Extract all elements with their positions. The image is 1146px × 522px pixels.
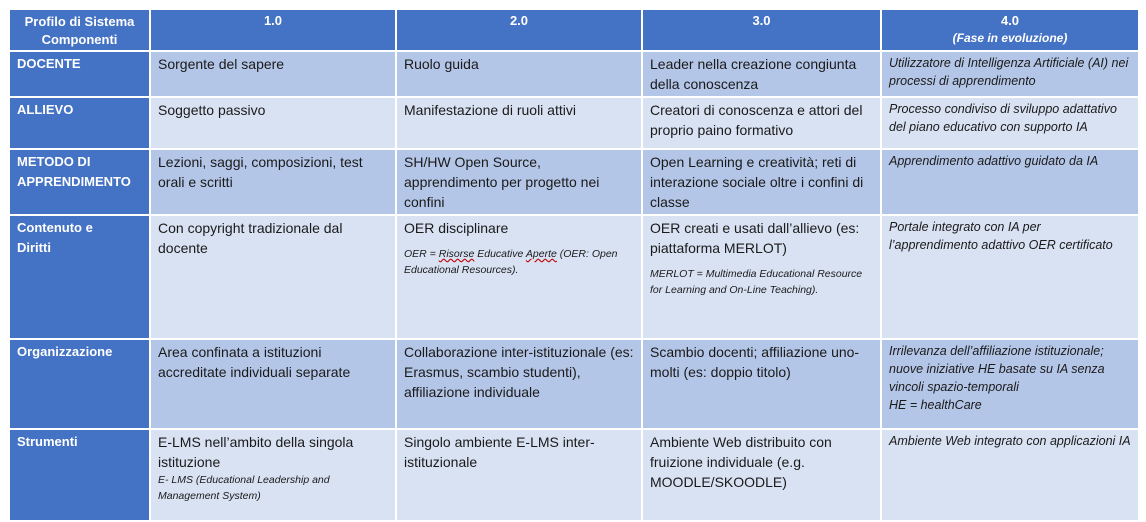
cell-docente-2: Ruolo guida bbox=[396, 51, 642, 97]
cell-metodo-2: SH/HW Open Source, apprendimento per progetto nei confini bbox=[396, 149, 642, 215]
cell-metodo-4: Apprendimento adattivo guidato da IA bbox=[881, 149, 1139, 215]
cell-allievo-1: Soggetto passivo bbox=[150, 97, 396, 149]
row-label-organizzazione: Organizzazione bbox=[9, 339, 150, 429]
cell-metodo-1: Lezioni, saggi, composizioni, test orali e scritti bbox=[150, 149, 396, 215]
cell-contenuto-4: Portale integrato con IA per l’apprendimento adattivo OER certificato bbox=[881, 215, 1139, 339]
cell-allievo-3: Creatori di conoscenza e attori del proprio paino formativo bbox=[642, 97, 881, 149]
cell-strumenti-2: Singolo ambiente E-LMS inter-istituzionale bbox=[396, 429, 642, 521]
header-version-1: 1.0 bbox=[150, 9, 396, 51]
comparison-table-container bbox=[8, 8, 1138, 522]
cell-contenuto-2-note bbox=[404, 246, 634, 278]
cell-metodo-3: Open Learning e creatività; reti di interazione sociale oltre i confini di classe bbox=[642, 149, 881, 215]
row-label-contenuto-line1: Contenuto e bbox=[17, 220, 93, 235]
cell-contenuto-2 bbox=[396, 215, 642, 339]
row-label-contenuto bbox=[9, 215, 150, 339]
note-oer-educative: Educative bbox=[474, 248, 526, 260]
cell-contenuto-3-note: MERLOT = Multimedia Educational Resource for Learning and On-Line Teaching). bbox=[650, 268, 863, 296]
cell-strumenti-1-note: E- LMS (Educational Leadership and Management System) bbox=[158, 474, 330, 502]
cell-strumenti-1 bbox=[150, 429, 396, 521]
cell-organizzazione-1: Area confinata a istituzioni accreditate individuali separate bbox=[150, 339, 396, 429]
table-row-docente bbox=[9, 51, 1139, 97]
table-header-row bbox=[9, 9, 1139, 51]
cell-contenuto-1: Con copyright tradizionale dal docente bbox=[150, 215, 396, 339]
cell-docente-3: Leader nella creazione congiunta della conoscenza bbox=[642, 51, 881, 97]
row-label-contenuto-line2: Diritti bbox=[17, 240, 51, 255]
header-version-2: 2.0 bbox=[396, 9, 642, 51]
header-version-3: 3.0 bbox=[642, 9, 881, 51]
row-label-strumenti: Strumenti bbox=[9, 429, 150, 521]
row-label-docente: DOCENTE bbox=[9, 51, 150, 97]
row-label-metodo-line1: METODO DI bbox=[17, 154, 91, 169]
note-oer-aperte: Aperte bbox=[525, 248, 557, 260]
system-profile-table bbox=[8, 8, 1140, 522]
table-row-allievo bbox=[9, 97, 1139, 149]
row-label-metodo bbox=[9, 149, 150, 215]
header-components-label: Componenti bbox=[41, 32, 118, 47]
table-row-metodo bbox=[9, 149, 1139, 215]
cell-contenuto-3-main: OER creati e usati dall’allievo (es: piattaforma MERLOT) bbox=[650, 220, 860, 256]
cell-organizzazione-4-extra: HE = healthCare bbox=[889, 398, 982, 412]
header-version-4 bbox=[881, 9, 1139, 51]
cell-strumenti-1-main: E-LMS nell’ambito della singola istituzione bbox=[158, 434, 354, 470]
cell-organizzazione-4-main: Irrilevanza dell’affiliazione istituzionale; nuove iniziative HE basate su IA senza vincoli spazio-temporali bbox=[889, 344, 1105, 394]
cell-organizzazione-4 bbox=[881, 339, 1139, 429]
cell-contenuto-3 bbox=[642, 215, 881, 339]
header-profile-components bbox=[9, 9, 150, 51]
table-row-strumenti bbox=[9, 429, 1139, 521]
table-row-contenuto bbox=[9, 215, 1139, 339]
cell-strumenti-4: Ambiente Web integrato con applicazioni IA bbox=[881, 429, 1139, 521]
cell-contenuto-2-main: OER disciplinare bbox=[404, 220, 509, 236]
cell-organizzazione-3: Scambio docenti; affiliazione uno-molti (es: doppio titolo) bbox=[642, 339, 881, 429]
header-version-4-label: 4.0 bbox=[1000, 13, 1020, 28]
cell-docente-1: Sorgente del sapere bbox=[150, 51, 396, 97]
cell-allievo-4: Processo condiviso di sviluppo adattativo del piano educativo con supporto IA bbox=[881, 97, 1139, 149]
header-profile-label: Profilo di Sistema bbox=[24, 14, 135, 29]
table-row-organizzazione bbox=[9, 339, 1139, 429]
row-label-metodo-line2: APPRENDIMENTO bbox=[17, 174, 131, 189]
note-oer-risorse: Risorse bbox=[438, 248, 475, 260]
cell-organizzazione-2: Collaborazione inter-istituzionale (es: Erasmus, scambio studenti), affiliazione individuale bbox=[396, 339, 642, 429]
cell-docente-4: Utilizzatore di Intelligenza Artificiale (AI) nei processi di apprendimento bbox=[881, 51, 1139, 97]
note-oer-suffix: (OER: Open Educational Resources). bbox=[404, 248, 618, 276]
cell-strumenti-3: Ambiente Web distribuito con fruizione individuale (e.g. MOODLE/SKOODLE) bbox=[642, 429, 881, 521]
header-version-4-subtitle: (Fase in evoluzione) bbox=[952, 31, 1068, 45]
note-oer-prefix: OER = bbox=[404, 248, 439, 260]
cell-allievo-2: Manifestazione di ruoli attivi bbox=[396, 97, 642, 149]
row-label-allievo: ALLIEVO bbox=[9, 97, 150, 149]
